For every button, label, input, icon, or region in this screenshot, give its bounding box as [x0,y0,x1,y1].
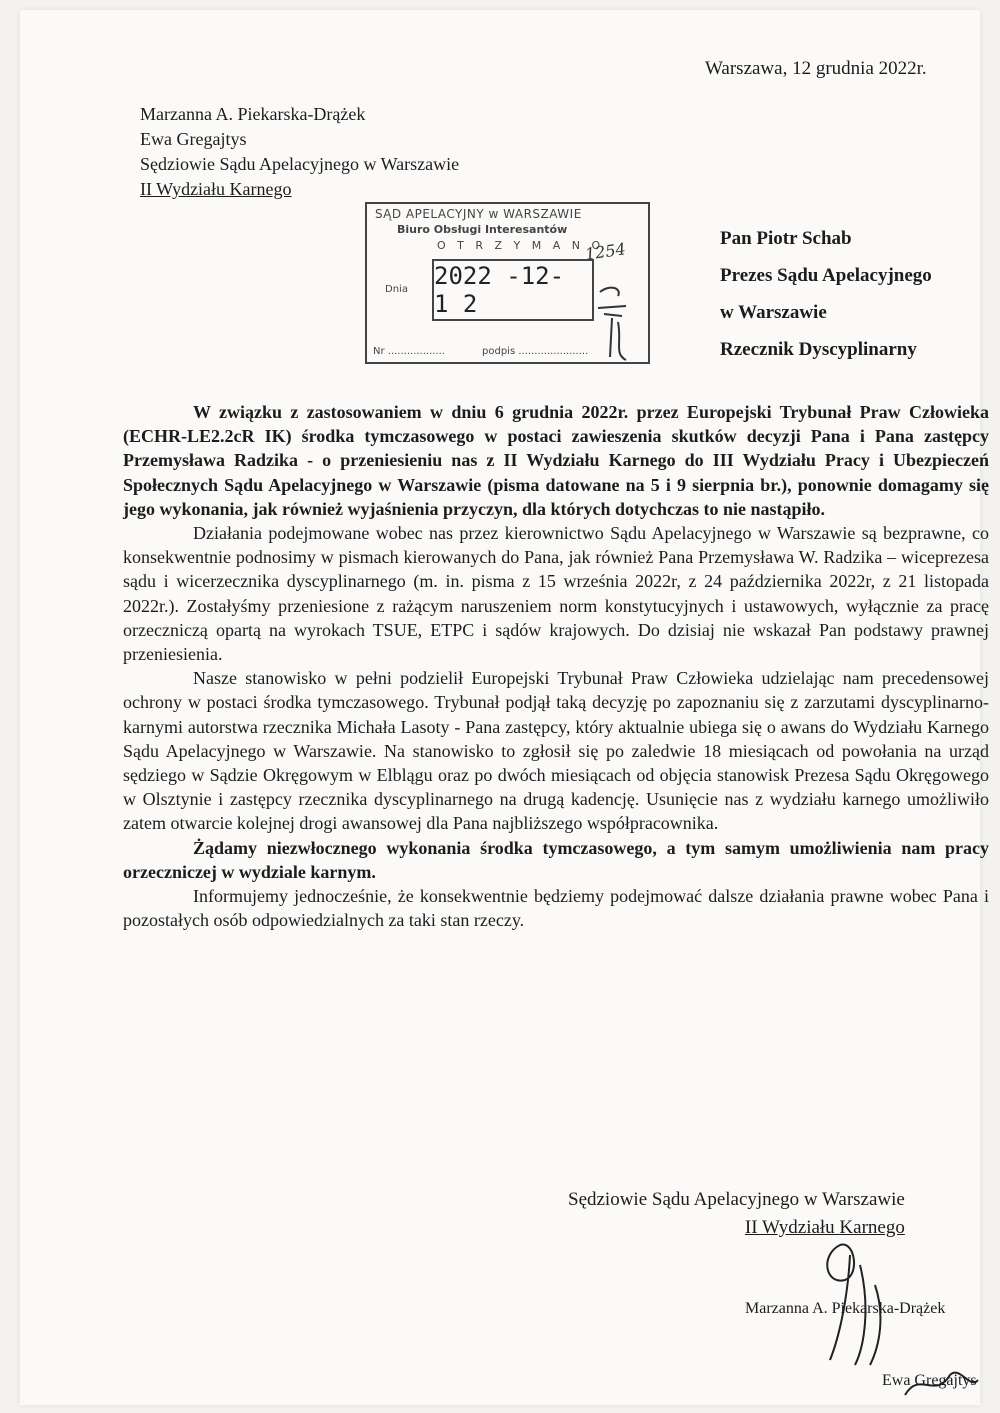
stamp-date-label: Dnia [385,284,408,295]
sender-title: Sędziowie Sądu Apelacyjnego w Warszawie [140,154,460,174]
letter-page [20,10,989,1405]
paragraph-1: W związku z zastosowaniem w dniu 6 grudnia 2022r. przez Europejski Trybunał Praw Człowieka (ECHR-LE2.2cR IK) środka tymczasowego w postaci zawieszenia skutków decyzji Pana i Pana zastępcy Przemysława Radzika - o przeniesieniu nas z II Wydziału Karnego do III Wydziału Pracy i Ubezpieczeń Społecznych Sądu Apelacyjnego w Warszawie (pisma datowane na 5 i 9 sierpnia br.), ponownie domagamy się jego wykonania, jak również wyjaśnienia przyczyn, dla których dotychczas to nie nastąpiło. [123,402,989,519]
paragraph-5: Informujemy jednocześnie, że konsekwentnie będziemy podejmować dalsze działania prawne wobec Pana i pozostałych osób odpowiedzialnych za taki stan rzeczy. [123,886,989,931]
recipient-title: Prezes Sądu Apelacyjnego [720,265,932,286]
signer-2-name: Ewa Gregajtys [882,1372,977,1389]
stamp-nr-line: Nr .................. [373,346,445,357]
recipient-role: Rzecznik Dyscyplinarny [720,339,917,360]
place-date: Warszawa, 12 grudnia 2022r. [705,58,927,79]
stamp-podpis-line: podpis ...................... [482,346,589,357]
recipient-block [720,220,932,368]
signer-1-name: Marzanna A. Piekarska-Drążek [745,1300,946,1317]
sender-name-2: Ewa Gregajtys [140,129,247,149]
paragraph-3: Nasze stanowisko w pełni podzielił Europejski Trybunał Praw Człowieka udzielając nam precedensowej ochrony w postaci środka tymczasowego. Trybunał podjął taką decyzję po zapoznaniu się z zarzutami dyscyplinarno-karnymi autorstwa rzecznika Michała Lasoty - Pana zastępcy, który aktualnie ubiega się o awans do Wydziału Karnego Sądu Apelacyjnego w Warszawie. Na stanowisko to zgłosił się po zaledwie 18 miesiącach od powołania na urząd sędziego w Sądzie Okręgowym w Elblągu oraz po dwóch miesiącach od objęcia stanowisk Prezesa Sądu Okręgowego w Olsztynie i zastępcy rzecznika dyscyplinarnego na drugą kadencję. Usunięcie nas z wydziału karnego umożliwiło zatem otwarcie kolejnej drogi awansowej dla Pana najbliższego współpracownika. [123,668,989,834]
stamp-nr-label: Nr [373,346,385,357]
stamp-initials-scribble [592,262,642,362]
letter-body [123,400,989,932]
stamp-office: Biuro Obsługi Interesantów [397,223,568,236]
signature-title: Sędziowie Sądu Apelacyjnego w Warszawie [568,1189,905,1210]
stamp-handwritten-number: 1254 [583,239,627,264]
paragraph-4: Żądamy niezwłocznego wykonania środka tymczasowego, a tym samym umożliwienia nam pracy orzeczniczej w wydziale karnym. [123,837,989,882]
stamp-date: 2022 -12- 1 2 [432,259,594,321]
paragraph-2: Działania podejmowane wobec nas przez kierownictwo Sądu Apelacyjnego w Warszawie są bezprawne, co konsekwentnie podnosimy w pismach kierowanych do Pana, jak również Pana Przemysława W. Radzika – wiceprezesa sądu i wicerzecznika dyscyplinarnego (m. in. pisma z 15 września 2022r, z 24 października 2022r, z 21 listopada 2022r.). Zostałyśmy przeniesione z rażącym naruszeniem norm konstytucyjnych i ustawowych, wyłącznie za pracę orzeczniczą opartą na wyrokach TSUE, ETPC i sądów krajowych. Do dzisiaj nie wskazał Pan podstawy prawnej przeniesienia. [123,523,989,665]
sender-name-1: Marzanna A. Piekarska-Drążek [140,104,366,124]
stamp-court: SĄD APELACYJNY w WARSZAWIE [375,207,582,221]
signature-department: II Wydziału Karnego [744,1217,905,1238]
stamp-received: O T R Z Y M A N O [437,239,605,252]
recipient-city: w Warszawie [720,302,827,323]
sender-block [140,102,459,202]
sender-department: II Wydziału Karnego [140,179,292,199]
recipient-name: Pan Piotr Schab [720,228,852,249]
stamp-podpis-label: podpis [482,346,516,357]
received-stamp [365,202,650,364]
